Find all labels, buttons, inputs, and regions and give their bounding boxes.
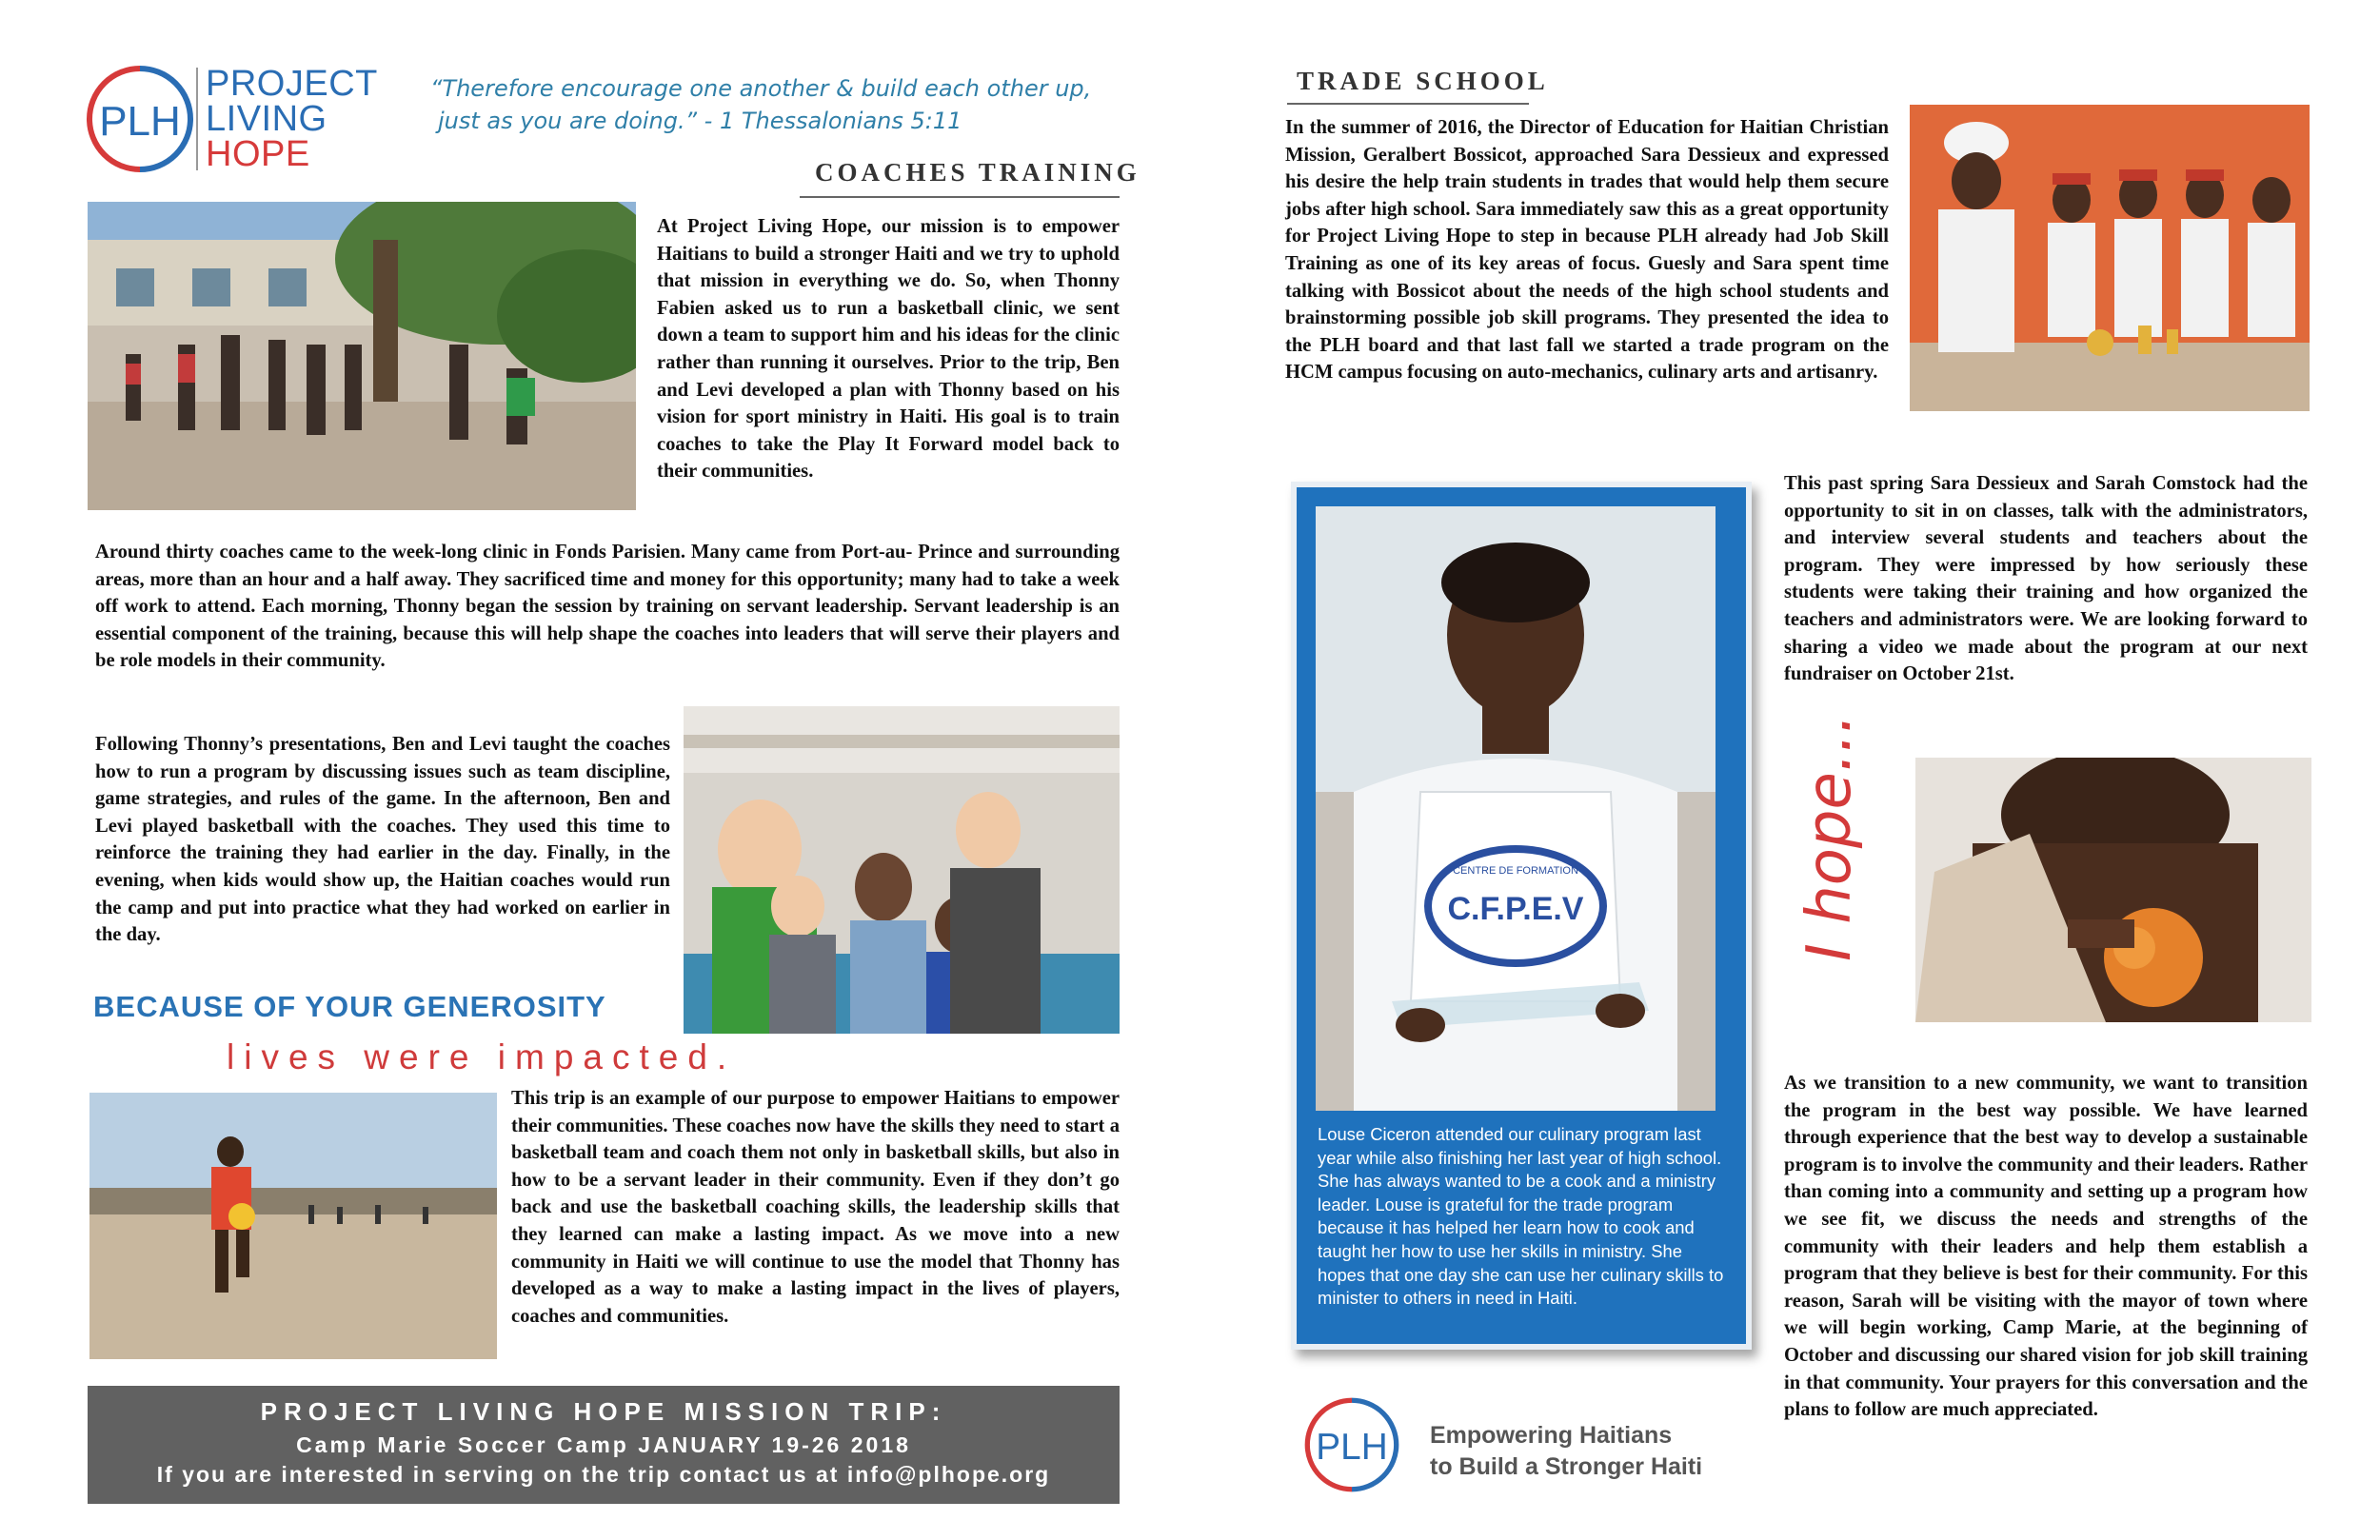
footer-logo (1302, 1395, 1407, 1500)
crochet-photo (1915, 758, 2311, 1022)
scripture-verse: “Therefore encourage one another & build each other up, just as you are doing.” - 1 Thessalonians 5:11 (430, 75, 1092, 134)
trade-school-heading: TRADE SCHOOL (1297, 67, 1549, 95)
student-photo-card (1291, 482, 1752, 1350)
svg-text:PLH: PLH (99, 98, 181, 145)
culinary-class-photo (1910, 105, 2310, 411)
trade-paragraph-2: This past spring Sara Dessieux and Sarah Comstock had the opportunity to sit in on classes, talk with the administrators, and interview several students and teachers about the program. They were impressed by how seriously these students were taking their training and how organized the teachers and administrators were. We are looking forward to sharing a video we made about the program at our next fundraiser on October 21st. (1784, 473, 2308, 685)
svg-text:C.F.P.E.V: C.F.P.E.V (1447, 891, 1584, 927)
group-photo (684, 706, 1120, 1034)
logo-word-hope: HOPE (206, 134, 310, 174)
logo-word-living: LIVING (206, 99, 327, 139)
coaches-heading-rule (800, 196, 1120, 198)
svg-text:PLH: PLH (1316, 1426, 1388, 1468)
plh-footer-mark (1302, 1395, 1401, 1494)
student-portrait-photo (1316, 506, 1716, 1111)
student-caption: Louse Ciceron attended our culinary program last year while also finishing her last year of high school. She has always wanted to be a cook and a ministry leader. Louse is grateful for the trade program because it has helped her learn how to cook and taught her how to use her skills in ministry. She hopes that one day she can use her culinary skills to minister to others in need in Haiti. (1318, 1124, 1724, 1309)
coaches-paragraph-1: At Project Living Hope, our mission is to empower Haitians to build a stronger Haiti and we try to uphold that mission in everything we do. So, when Thonny Fabien asked us to run a basketball clinic, we sent down a team to support him and his ideas for the clinic rather than running it ourselves. Prior to the trip, Ben and Levi developed a plan with Thonny based on his vision for sport ministry in Haiti. His goal is to train coaches to take the Play It Forward model back to their communities. (657, 216, 1120, 483)
trip-contact: If you are interested in serving on the trip contact us at info@plhope.org (156, 1462, 1051, 1487)
logo-word-project: PROJECT (206, 64, 378, 104)
trade-paragraph-1: In the summer of 2016, the Director of Education for Haitian Christian Mission, Geralbert Bossicot, approached Sara Dessieux and expressed his desire the help train students in trades that would help them secure jobs after high school. Sara immediately saw this as a great opportunity for Project Living Hope to step in because PLH already had Job Skill Training as one of its key areas of focus. Guesly and Sara spent time talking with Bossicot about the needs of the high school students and brainstorming possible job skill programs. They presented the idea to the PLH board and that last fall we started a trade program on the HCM campus focusing on auto-mechanics, culinary arts and artisanry. (1285, 117, 1889, 384)
coaches-training-heading: COACHES TRAINING (815, 158, 1140, 187)
coaches-paragraph-2: Around thirty coaches came to the week-long clinic in Fonds Parisien. Many came from Port-au- Prince and surrounding areas, more than an hour and a half away. They sacrificed time and money for this opportunity; many had to take a week off work to attend. Each morning, Thonny began the session by training on servant leadership. Servant leadership is an essential component of the training, because this will help shape the coaches into leaders that will serve their players and be role models in their community. (95, 542, 1120, 672)
plh-logo (84, 63, 388, 177)
generosity-paragraph: This trip is an example of our purpose to empower Haitians to empower their communities. These coaches now have the skills they need to start a basketball team and coach them not only in basketball skills, but also in how to be a servant leader in their community. Even if they don’t go back and use the basketball coaching skills, the leadership skills that they learned can make a lasting impact. As we move into a new community in Haiti we will continue to use the model that Thonny has developed as a way to make a lasting impact in the lives of players, coaches and communities. (511, 1088, 1120, 1327)
svg-text:CENTRE DE FORMATION: CENTRE DE FORMATION (1453, 865, 1578, 877)
trip-title: PROJECT LIVING HOPE MISSION TRIP: (260, 1397, 947, 1426)
mission-trip-banner (88, 1386, 1120, 1504)
footer-tagline: Empowering Haitians to Build a Stronger Haiti (1430, 1422, 1703, 1480)
generosity-heading: BECAUSE OF YOUR GENEROSITY (93, 990, 606, 1023)
soccer-kid-photo (89, 1093, 497, 1359)
basketball-clinic-photo (88, 202, 636, 510)
coaches-paragraph-3: Following Thonny’s presentations, Ben and Levi taught the coaches how to run a program by discussing issues such as team discipline, game strategies, and rules of the game. In the afternoon, Ben and Levi played basketball with the coaches. They used this time to reinforce the training they had earlier in the day. Finally, in the evening, when kids would show up, the Haitian coaches would run the camp and put into practice what they had worked on earlier in the day. (95, 734, 670, 946)
lives-impacted-heading: lives were impacted. (227, 1037, 737, 1076)
trip-dates: Camp Marie Soccer Camp JANUARY 19-26 2018 (296, 1432, 911, 1457)
trade-heading-rule (1287, 103, 1529, 105)
plh-logo-mark (84, 63, 196, 175)
i-hope-script: I hope... (1795, 714, 1865, 961)
trade-paragraph-3: As we transition to a new community, we want to transition the program in the best way possible. We have learned through experience that the best way to develop a sustainable program is to involve the community and their leaders. Rather than coming into a community and setting up a program how we see fit, we discuss the needs and strengths of the community with their leaders and help them establish a program that they believe is best for their community. For this reason, Sarah will be visiting with the mayor of town where we will begin working, Camp Marie, at the beginning of October and discussing our shared vision for job skill training in that community. Your prayers for this conversation and the plans to follow are much appreciated. (1784, 1073, 2308, 1421)
